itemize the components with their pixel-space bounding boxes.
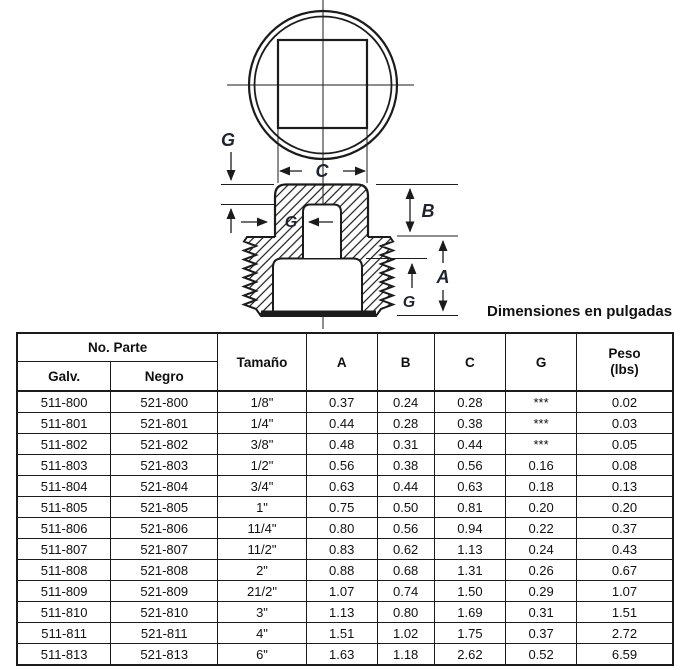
- table-cell: 0.24: [506, 539, 577, 560]
- table-row: [17, 602, 673, 623]
- table-cell: 511-801: [17, 413, 111, 434]
- table-row: [17, 497, 673, 518]
- table-cell: 0.83: [306, 539, 377, 560]
- table-cell: 521-811: [111, 623, 218, 644]
- table-cell: 0.37: [506, 623, 577, 644]
- socket-recess-cavity: [303, 205, 341, 259]
- table-cell: 0.31: [506, 602, 577, 623]
- table-cell: 0.02: [577, 391, 673, 413]
- table-cell: 521-806: [111, 518, 218, 539]
- g-left-dim-label: G: [220, 130, 236, 150]
- table-cell: 0.81: [434, 497, 506, 518]
- table-cell: 0.88: [306, 560, 377, 581]
- table-cell: 1/8": [218, 391, 307, 413]
- table-cell: 11/2": [218, 539, 307, 560]
- table-cell: 0.75: [306, 497, 377, 518]
- table-row: [17, 560, 673, 581]
- b-dim-label: B: [421, 201, 435, 221]
- table-cell: 1.63: [306, 644, 377, 666]
- table-row: [17, 518, 673, 539]
- header-c: C: [434, 333, 506, 391]
- table-cell: 1.51: [306, 623, 377, 644]
- table-cell: 521-809: [111, 581, 218, 602]
- table-cell: 0.44: [306, 413, 377, 434]
- header-peso: [577, 333, 673, 391]
- header-g: G: [506, 333, 577, 391]
- table-cell: 0.43: [577, 539, 673, 560]
- table-cell: 0.44: [377, 476, 434, 497]
- table-cell: 511-803: [17, 455, 111, 476]
- table-cell: 0.56: [377, 518, 434, 539]
- table-cell: 521-802: [111, 434, 218, 455]
- table-cell: 0.44: [434, 434, 506, 455]
- table-cell: 3/4": [218, 476, 307, 497]
- table-cell: 521-801: [111, 413, 218, 434]
- table-cell: 0.52: [506, 644, 577, 666]
- table-row: [17, 623, 673, 644]
- plug-drawing-svg: [0, 0, 689, 332]
- table-cell: 0.26: [506, 560, 577, 581]
- header-b: B: [377, 333, 434, 391]
- table-cell: 0.28: [434, 391, 506, 413]
- table-cell: 1/4": [218, 413, 307, 434]
- table-cell: 6": [218, 644, 307, 666]
- c-dim-label: C: [315, 161, 329, 181]
- table-row: [17, 581, 673, 602]
- table-cell: 4": [218, 623, 307, 644]
- table-cell: 0.63: [306, 476, 377, 497]
- table-cell: 1.13: [306, 602, 377, 623]
- table-cell: 0.48: [306, 434, 377, 455]
- table-row: [17, 413, 673, 434]
- table-cell: 521-813: [111, 644, 218, 666]
- table-body: [17, 391, 673, 665]
- header-peso-line2: (lbs): [610, 362, 639, 377]
- table-row: [17, 644, 673, 666]
- table-cell: 1/2": [218, 455, 307, 476]
- table-cell: 0.62: [377, 539, 434, 560]
- table-cell: 0.74: [377, 581, 434, 602]
- table-cell: 0.56: [306, 455, 377, 476]
- table-cell: 1.07: [577, 581, 673, 602]
- table-cell: 6.59: [577, 644, 673, 666]
- table-cell: 0.28: [377, 413, 434, 434]
- header-no-parte: No. Parte: [17, 333, 218, 362]
- table-cell: 511-810: [17, 602, 111, 623]
- table-cell: 521-810: [111, 602, 218, 623]
- table-cell: 1.13: [434, 539, 506, 560]
- table-cell: 2.62: [434, 644, 506, 666]
- table-cell: 1.75: [434, 623, 506, 644]
- g-bottom-dim-label: G: [402, 294, 416, 311]
- table-cell: 0.80: [306, 518, 377, 539]
- table-cell: 1.51: [577, 602, 673, 623]
- table-cell: 1.07: [306, 581, 377, 602]
- table-cell: 21/2": [218, 581, 307, 602]
- table-cell: 0.56: [434, 455, 506, 476]
- table-cell: 0.18: [506, 476, 577, 497]
- table-cell: 511-800: [17, 391, 111, 413]
- technical-drawing: [0, 0, 689, 332]
- header-peso-line1: Peso: [608, 345, 641, 361]
- table-cell: 0.29: [506, 581, 577, 602]
- table-cell: 511-808: [17, 560, 111, 581]
- table-cell: 521-805: [111, 497, 218, 518]
- table-cell: 521-803: [111, 455, 218, 476]
- table-cell: 0.03: [577, 413, 673, 434]
- table-cell: 511-811: [17, 623, 111, 644]
- table-cell: 511-802: [17, 434, 111, 455]
- table-cell: 1": [218, 497, 307, 518]
- table-cell: ***: [506, 413, 577, 434]
- table-cell: 0.67: [577, 560, 673, 581]
- header-galv: Galv.: [17, 362, 111, 392]
- table-cell: 11/4": [218, 518, 307, 539]
- table-cell: 1.02: [377, 623, 434, 644]
- table-cell: 0.20: [506, 497, 577, 518]
- table-cell: 3": [218, 602, 307, 623]
- table-row: [17, 455, 673, 476]
- table-cell: 0.05: [577, 434, 673, 455]
- header-negro: Negro: [111, 362, 218, 392]
- table-cell: 0.68: [377, 560, 434, 581]
- table-cell: 0.22: [506, 518, 577, 539]
- table-cell: 1.18: [377, 644, 434, 666]
- table-cell: 0.31: [377, 434, 434, 455]
- table-cell: 0.38: [434, 413, 506, 434]
- table-cell: 0.38: [377, 455, 434, 476]
- table-cell: 0.13: [577, 476, 673, 497]
- units-caption: Dimensiones en pulgadas: [487, 303, 673, 320]
- table-header: [17, 333, 673, 391]
- table-cell: 511-806: [17, 518, 111, 539]
- table-cell: 521-807: [111, 539, 218, 560]
- table-cell: 0.94: [434, 518, 506, 539]
- a-dim-label: A: [436, 267, 450, 287]
- table-cell: 2.72: [577, 623, 673, 644]
- table-cell: 1.69: [434, 602, 506, 623]
- table-cell: 511-804: [17, 476, 111, 497]
- table-row: [17, 476, 673, 497]
- table-cell: 0.37: [577, 518, 673, 539]
- header-a: A: [306, 333, 377, 391]
- table-cell: ***: [506, 391, 577, 413]
- dimensions-table: [16, 332, 674, 666]
- table-cell: 0.50: [377, 497, 434, 518]
- bore-cavity: [273, 259, 362, 312]
- table-cell: 521-808: [111, 560, 218, 581]
- table-cell: 511-813: [17, 644, 111, 666]
- table-cell: 2": [218, 560, 307, 581]
- table-cell: 521-800: [111, 391, 218, 413]
- table-cell: 0.24: [377, 391, 434, 413]
- table-cell: 3/8": [218, 434, 307, 455]
- table-cell: 0.80: [377, 602, 434, 623]
- table-row: [17, 434, 673, 455]
- table-row: [17, 539, 673, 560]
- table-cell: 521-804: [111, 476, 218, 497]
- table-cell: 0.08: [577, 455, 673, 476]
- table-cell: 1.31: [434, 560, 506, 581]
- table-cell: 511-805: [17, 497, 111, 518]
- table-cell: 0.63: [434, 476, 506, 497]
- table-cell: 0.16: [506, 455, 577, 476]
- table-cell: 0.37: [306, 391, 377, 413]
- plug-bottom-face: [261, 311, 376, 317]
- table-cell: 0.20: [577, 497, 673, 518]
- g-socket-dim-label: G: [284, 214, 298, 231]
- table-cell: 511-809: [17, 581, 111, 602]
- table-cell: 1.50: [434, 581, 506, 602]
- header-row-1: [17, 333, 673, 362]
- table-cell: 511-807: [17, 539, 111, 560]
- table-row: [17, 391, 673, 413]
- header-tamano: Tamaño: [218, 333, 307, 391]
- table-cell: ***: [506, 434, 577, 455]
